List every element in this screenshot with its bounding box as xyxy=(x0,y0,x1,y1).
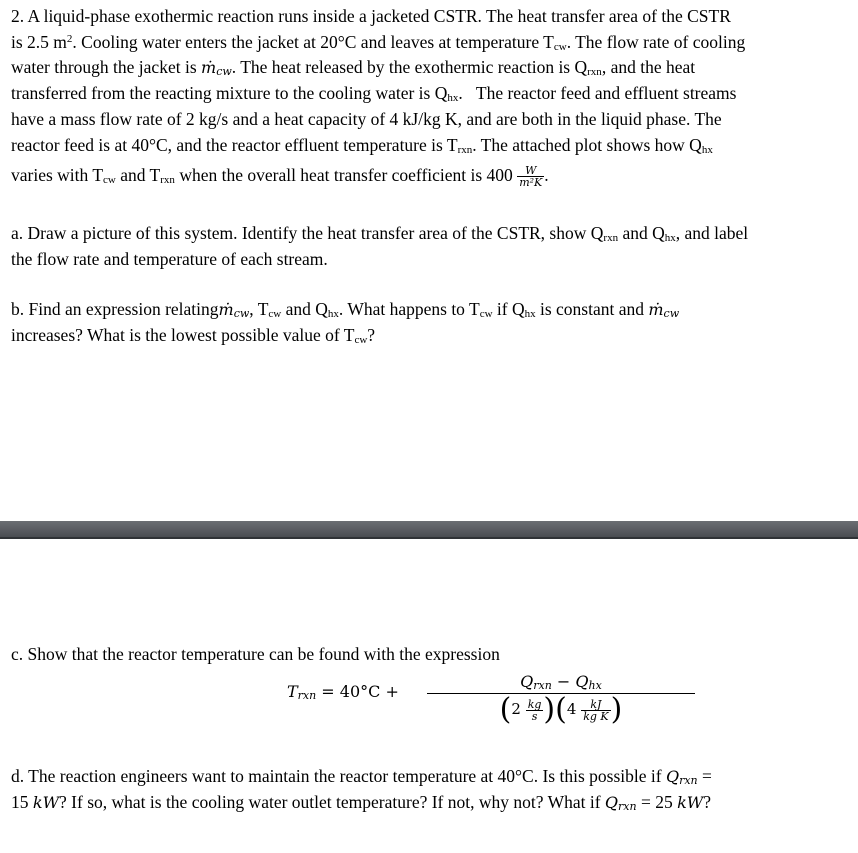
part-a-line-1: a. Draw a picture of this system. Identify the heat transfer area of the CSTR, show Qrxn and Qhx, and label xyxy=(11,223,749,244)
intro-line-2: is 2.5 $m^2$. Cooling water enters the jacket at 20°C and leaves at temperature Tcw. The flow rate of cooling xyxy=(11,32,746,53)
intro-line-5: have a mass flow rate of 2 kg/s and a heat capacity of 4 kJ/kg K, and are both in the liquid phase. The xyxy=(11,109,722,129)
u-value-fraction: $\frac{W}{\text{m²K}}$ xyxy=(519,164,543,190)
part-d-line-1: d. The reaction engineers want to maintain the reactor temperature at 40°C. Is this possible if Qrxn = xyxy=(11,766,712,787)
section-divider-bar xyxy=(0,521,858,537)
part-c-line-1: c. Show that the reactor temperature can be found with the expression xyxy=(11,644,500,664)
part-d-line-2: 15 kW? If so, what is the cooling water outlet temperature? If not, why not? What if Qrxn = 25 kW? xyxy=(11,792,712,813)
equation-fraction xyxy=(427,672,695,725)
equation-lhs: Trxn = 40°C + xyxy=(287,682,399,702)
intro-line-3: water through the jacket is ṁcw. The heat released by the exothermic reaction is Qrxn, and the heat xyxy=(11,57,696,78)
part-b-line-1: b. Find an expression relatingṁcw, Tcw and Qhx. What happens to Tcw if Qhx is constant and ṁcw xyxy=(11,299,680,320)
intro-line-4: transferred from the reacting mixture to the cooling water is Qhx. The reactor feed and effluent streams xyxy=(11,83,737,104)
part-a-line-2: the flow rate and temperature of each stream. xyxy=(11,249,328,269)
part-b-line-2: increases? What is the lowest possible value of Tcw? xyxy=(11,325,376,346)
intro-line-7: varies with Tcw and Trxn when the overall heat transfer coefficient is 400 $\frac{W}{\text{m²K}}$ . xyxy=(11,164,549,190)
equation-numerator: Qrxn − Qhx xyxy=(427,672,695,694)
intro-line-1: 2. A liquid-phase exothermic reaction runs inside a jacketed CSTR. The heat transfer area of the CSTR xyxy=(11,6,731,26)
intro-line-6: reactor feed is at 40°C, and the reactor effluent temperature is Trxn. The attached plot shows how Qhx xyxy=(11,135,713,156)
section-divider-shadow xyxy=(0,537,858,539)
equation-denominator: (2 $\frac{kg}{s}$ )(4 $\frac{kJ}{\text{kg K}}$ ) xyxy=(499,692,623,727)
